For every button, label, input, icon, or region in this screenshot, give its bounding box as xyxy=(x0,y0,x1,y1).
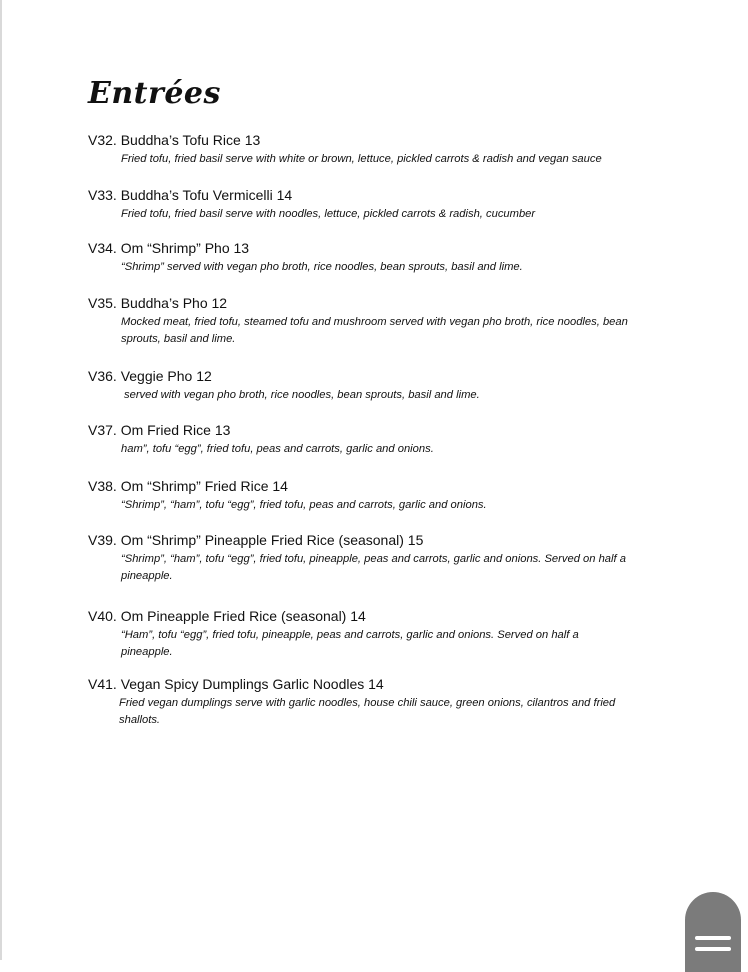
menu-item-title: V35. Buddha’s Pho 12 xyxy=(88,295,228,311)
menu-item-title: V34. Om “Shrimp” Pho 13 xyxy=(88,240,250,256)
menu-item-title: V41. Vegan Spicy Dumplings Garlic Noodles 14 xyxy=(88,676,384,692)
menu-item-description: “Shrimp”, “ham”, tofu “egg”, fried tofu, peas and carrots, garlic and onions. xyxy=(121,499,487,511)
menu-item-title: V32. Buddha’s Tofu Rice 13 xyxy=(88,132,261,148)
menu-item xyxy=(88,421,688,458)
menu-item-description: served with vegan pho broth, rice noodles, bean sprouts, basil and lime. xyxy=(124,389,480,401)
menu-item-title: V39. Om “Shrimp” Pineapple Fried Rice (seasonal) 15 xyxy=(88,532,424,548)
menu-item-description: “Shrimp” served with vegan pho broth, rice noodles, bean sprouts, basil and lime. xyxy=(121,261,523,273)
menu-item xyxy=(88,531,688,585)
menu-item xyxy=(88,367,688,404)
page-edge xyxy=(0,0,2,960)
menu-item xyxy=(88,186,688,223)
menu-item-description: Fried vegan dumplings serve with garlic noodles, house chili sauce, green onions, cilantros and fried shallots. xyxy=(119,697,616,726)
menu-item-description: “Shrimp”, “ham”, tofu “egg”, fried tofu, pineapple, peas and carrots, garlic and onions. Served on half a pineapple. xyxy=(121,553,626,582)
menu-item xyxy=(88,131,688,168)
menu-item-title: V36. Veggie Pho 12 xyxy=(88,368,212,384)
menu-item-description: “Ham”, tofu “egg”, fried tofu, pineapple, peas and carrots, garlic and onions. Served on half a pineapple. xyxy=(121,629,579,658)
menu-item xyxy=(88,477,688,514)
menu-item-title: V40. Om Pineapple Fried Rice (seasonal) 14 xyxy=(88,608,366,624)
menu-item xyxy=(88,675,688,729)
menu-item-description: Fried tofu, fried basil serve with white or brown, lettuce, pickled carrots & radish and vegan sauce xyxy=(121,153,602,165)
menu-item xyxy=(88,294,688,348)
menu-item-title: V37. Om Fried Rice 13 xyxy=(88,422,231,438)
menu-item-description: ham”, tofu “egg”, fried tofu, peas and carrots, garlic and onions. xyxy=(121,443,434,455)
menu-item-title: V33. Buddha’s Tofu Vermicelli 14 xyxy=(88,187,293,203)
menu-item-description: Mocked meat, fried tofu, steamed tofu and mushroom served with vegan pho broth, rice noodles, bean sprouts, basil and lime. xyxy=(121,316,628,345)
menu-item-title: V38. Om “Shrimp” Fried Rice 14 xyxy=(88,478,288,494)
section-heading: Entrées xyxy=(88,76,221,111)
menu-item xyxy=(88,607,688,661)
menu-fab-button[interactable] xyxy=(685,892,741,972)
menu-item xyxy=(88,239,688,276)
menu-item-description: Fried tofu, fried basil serve with noodles, lettuce, pickled carrots & radish, cucumber xyxy=(121,208,536,220)
